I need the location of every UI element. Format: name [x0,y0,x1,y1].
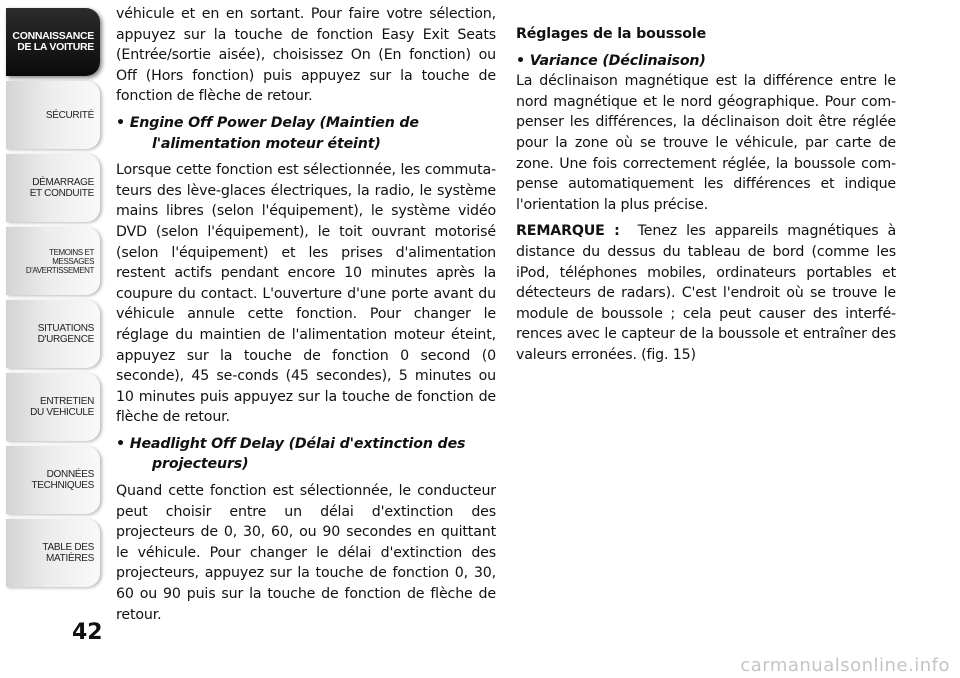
remark-body: Tenez les appareils magnétiques à distance du dessus du tableau de bord (comme les iPod, téléphones mobiles, ordinateurs portables et détecteurs de radars). C'est l'endroit où se trouve le module de boussole ; cela peut causer des interfé-rences avec le capteur de la boussole et entraîner des valeurs erronées. (fig. 15) [516,223,896,363]
tab-label: CONNAISSANCE DE LA VOITURE [12,30,94,53]
watermark: carmanualsonline.info [740,655,950,676]
intro-paragraph: véhicule et en en sortant. Pour faire votre sélection, appuyez sur la touche de fonction Easy Exit Seats (Entrée/sortie aisée), choisissez On (En fonction) ou Off (Hors fonction) puis appuyez sur la touche de fonction de flèche de retour. [116,6,496,105]
bullet-heading-engine-off-power-delay [116,113,496,154]
bullet-heading-variance [516,51,896,72]
section-title: Réglages de la boussole [516,26,707,42]
remark-label: REMARQUE : [516,223,620,240]
tab-temoins-et-messages[interactable] [6,227,100,295]
bullet-title-line1: Headlight Off Delay (Délai d'extinction des [129,435,466,452]
bullet-heading-headlight-off-delay [116,434,496,475]
bullet-icon: • [516,52,525,69]
bullet-title-line1: Engine Off Power Delay (Maintien de [129,114,419,131]
bullet-icon: • [116,435,125,452]
tab-situations-d-urgence[interactable] [6,300,100,368]
bullet-title-line2: projecteurs) [152,456,249,473]
tab-label: TEMOINS ET MESSAGES D'AVERTISSEMENT [25,247,94,275]
tab-connaissance-de-la-voiture[interactable] [6,8,100,76]
tab-donnees-techniques[interactable] [6,446,100,514]
tab-label: SITUATIONS D'URGENCE [37,323,94,345]
tab-entretien-du-vehicule[interactable] [6,373,100,441]
tab-table-des-matieres[interactable] [6,519,100,587]
tab-label: TABLE DES MATIÈRES [42,542,94,564]
tab-label: ENTRETIEN DU VEHICULE [30,396,94,418]
tab-label: SÉCURITÉ [45,109,94,121]
remark-paragraph [516,221,896,365]
bullet-title-line2: l'alimentation moteur éteint) [152,135,381,152]
bullet-title: Variance (Déclinaison) [529,52,706,69]
tab-label: DÉMARRAGE ET CONDUITE [29,177,94,199]
left-text-column [116,4,496,631]
bullet-icon: • [116,114,125,131]
tab-label: DONNÉES TECHNIQUES [31,469,94,491]
right-text-column [516,4,896,372]
tab-demarrage-et-conduite[interactable] [6,154,100,222]
page-number: 42 [72,620,103,645]
engine-off-power-delay-paragraph: Lorsque cette fonction est sélectionnée, les commuta-teurs des lève-glaces électriques, la radio, le système mains libres (selon l'équipement), le système vidéo DVD (selon l'équipement), le toit ouvrant motorisé (selon l'équipement) et les prises d'alimentation restent actifs pendant encore 10 minutes après la coupure du contact. L'ouverture d'une porte avant du véhicule annule cette fonction. Pour changer le réglage du maintien de l'alimentation moteur éteint, appuyez sur la touche de fonction 0 second (0 seconde), 45 se-conds (45 secondes), 5 minutes ou 10 minutes puis appuyez sur la touche de fonction de flèche de retour. [116,162,496,426]
tab-securite[interactable] [6,81,100,149]
variance-paragraph: La déclinaison magnétique est la différence entre le nord magnétique et le nord géographique. Pour com-penser les différences, la déclinaison doit être réglée pour la zone où se trouve le véhicule, par carte de zone. Une fois correctement réglée, la boussole com-pense automatiquement les différences et indique l'orientation la plus précise. [516,73,896,213]
headlight-off-delay-paragraph: Quand cette fonction est sélectionnée, le conducteur peut choisir entre un délai d'extinction des projecteurs de 0, 30, 60, ou 90 secondes en quittant le véhicule. Pour changer le délai d'extinction des projecteurs, appuyez sur la touche de fonction 0, 30, 60 ou 90 puis sur la touche de fonction de flèche de retour. [116,483,496,623]
